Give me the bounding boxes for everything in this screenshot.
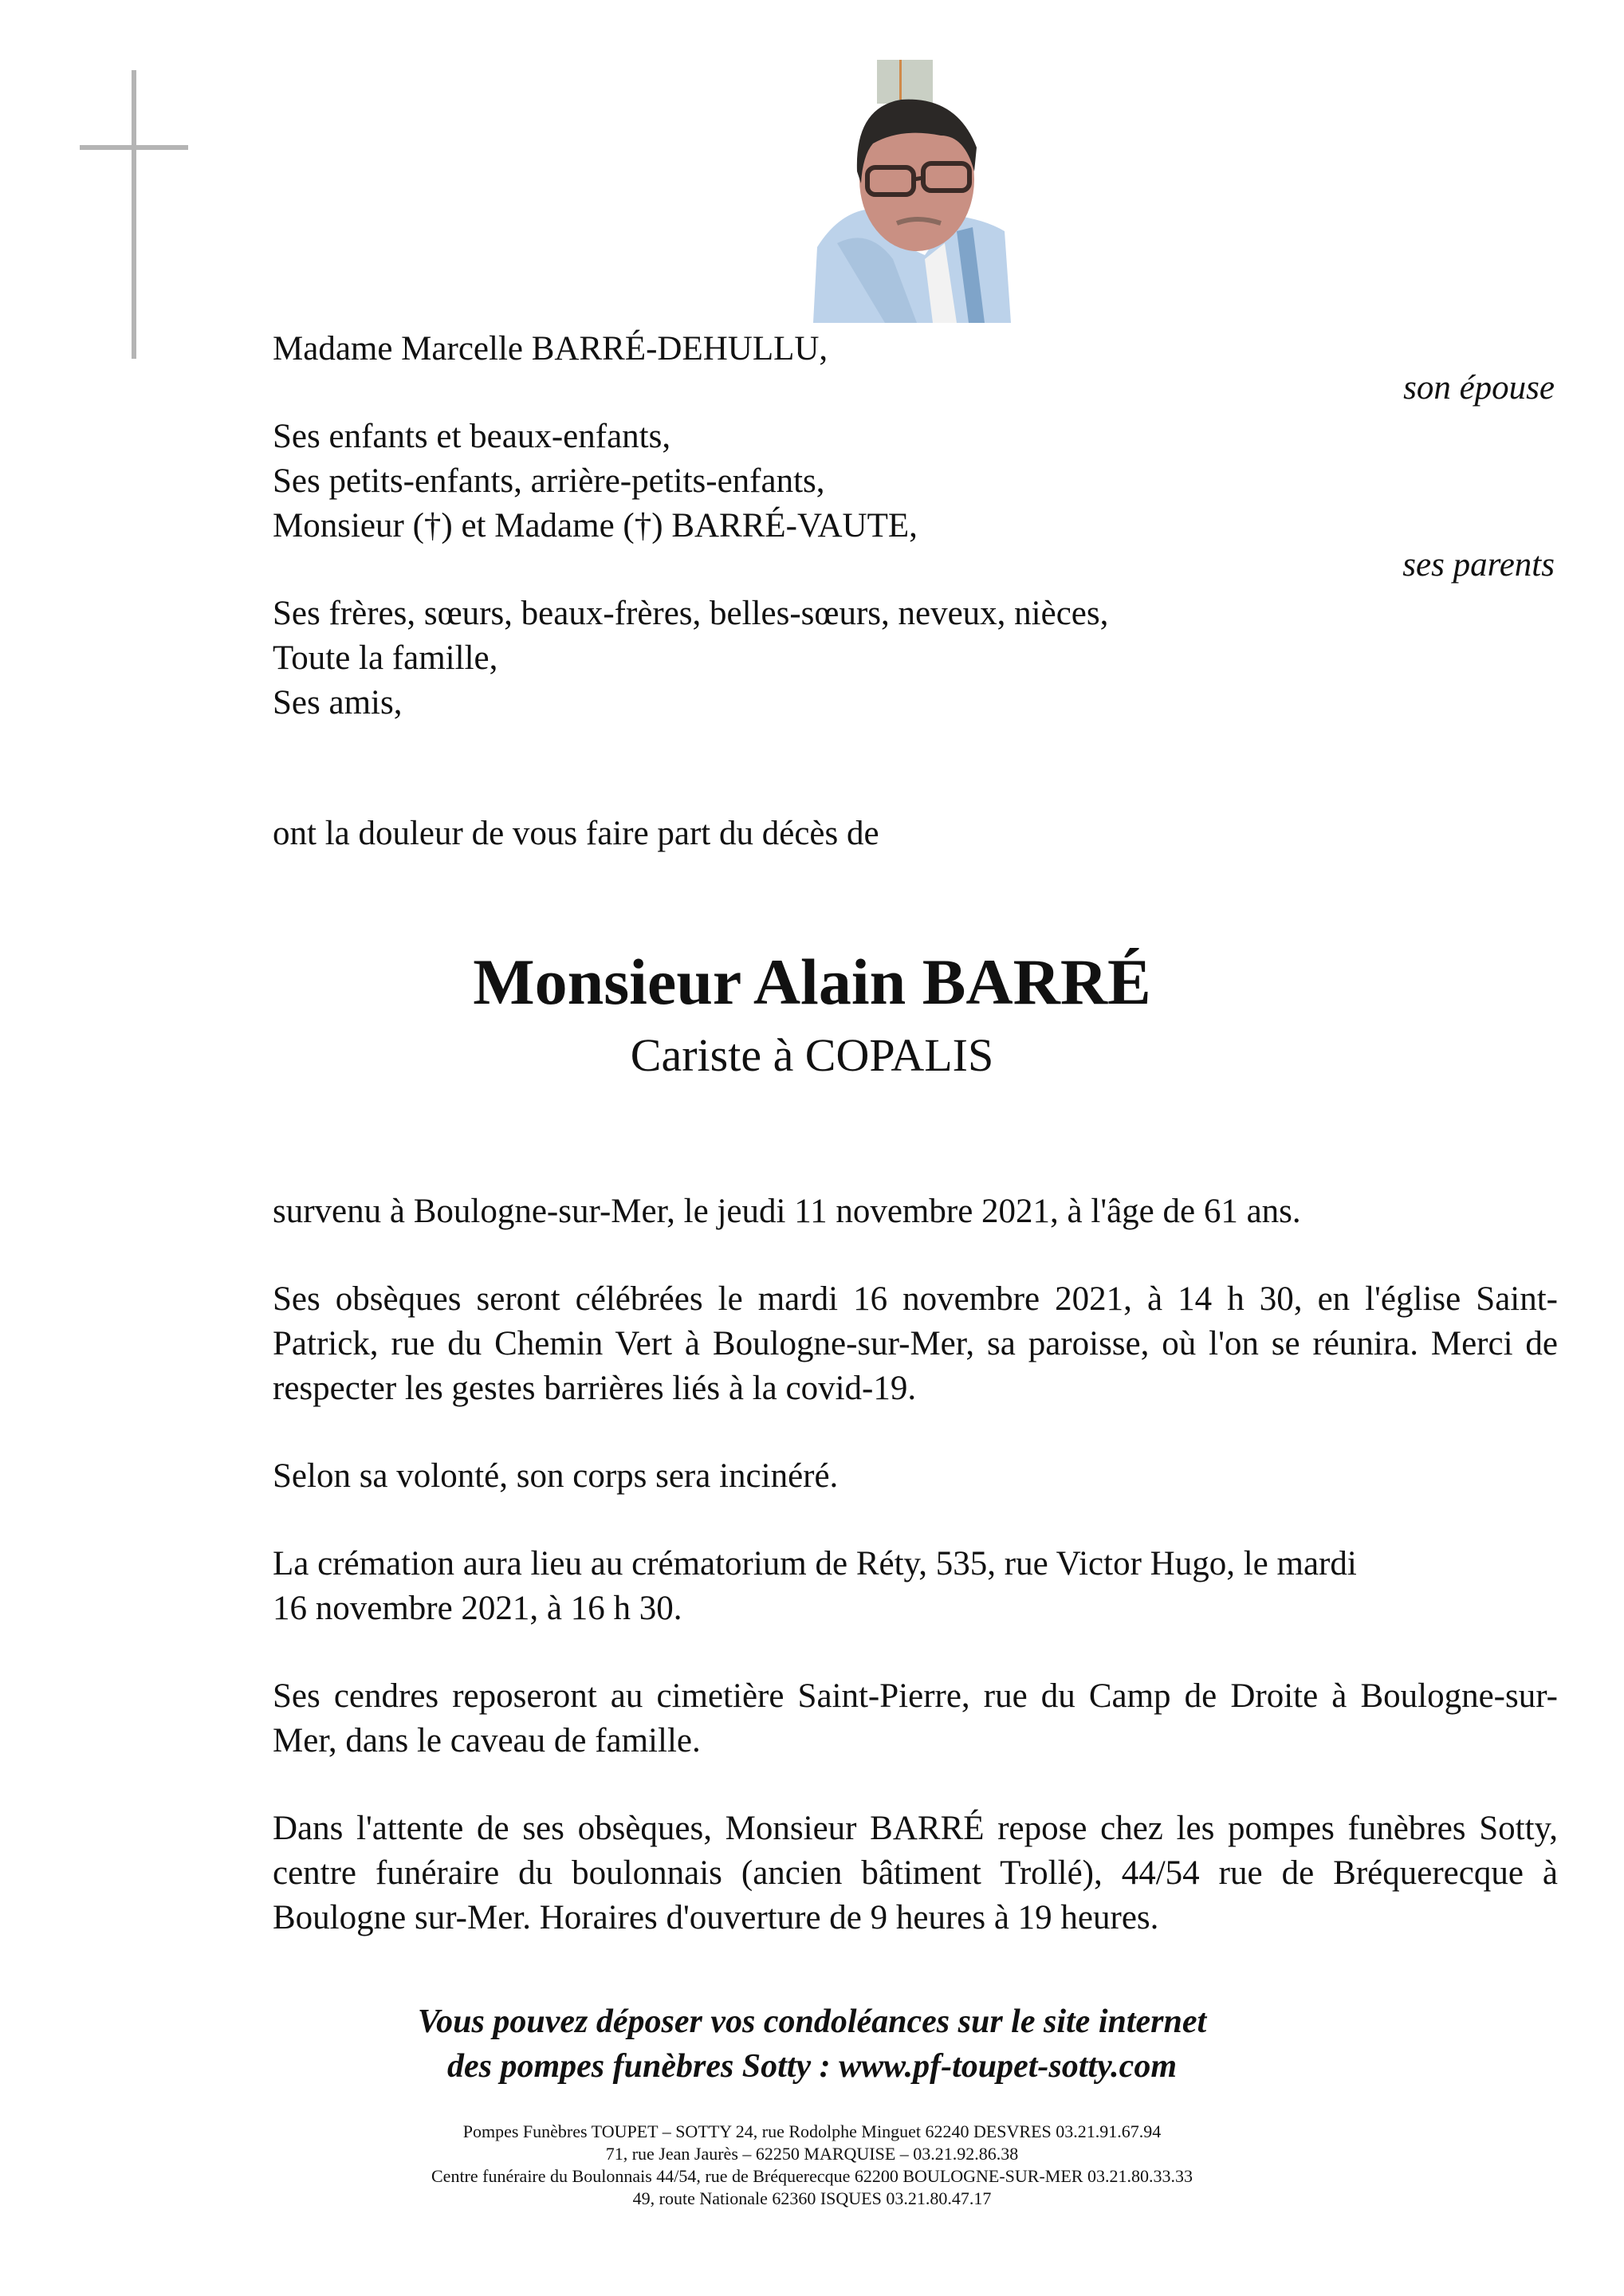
funeral-home-footer — [0, 2121, 1624, 2210]
condolences-line1: Vous pouvez déposer vos condoléances sur le site internet — [417, 2003, 1207, 2040]
paragraph-funeral: Ses obsèques seront célébrées le mardi 16 novembre 2021, à 14 h 30, en l'église Saint-Patrick, rue du Chemin Vert à Boulogne-sur-Mer, sa paroisse, où l'on se réunira. Merci de respecter les gestes barrières liés à la covid-19. — [273, 1280, 1558, 1407]
family-line-grandchildren: Ses petits-enfants, arrière-petits-enfants, — [273, 462, 825, 500]
paragraph-cremation-wish: Selon sa volonté, son corps sera incinéré. — [273, 1457, 839, 1495]
cross-icon-vertical — [132, 70, 136, 359]
portrait-image — [805, 60, 1016, 323]
family-line-spouse: Madame Marcelle BARRÉ-DEHULLU, — [273, 330, 828, 368]
paragraph-cremation-line1: La crémation aura lieu au crématorium de Réty, 535, rue Victor Hugo, le mardi — [273, 1545, 1357, 1582]
family-line-children: Ses enfants et beaux-enfants, — [273, 418, 671, 455]
relation-parents: ses parents — [1402, 546, 1555, 584]
announcement-text: ont la douleur de vous faire part du décès de — [273, 815, 879, 852]
deceased-occupation: Cariste à COPALIS — [630, 1029, 994, 1081]
paragraph-ashes: Ses cendres reposeront au cimetière Saint-Pierre, rue du Camp de Droite à Boulogne-sur-Mer, dans le caveau de famille. — [273, 1677, 1558, 1759]
family-line-parents: Monsieur (†) et Madame (†) BARRÉ-VAUTE, — [273, 507, 918, 545]
deceased-name: Monsieur Alain BARRÉ — [473, 946, 1151, 1018]
condolences-line2 — [0, 2044, 1624, 2089]
paragraph-rest: Dans l'attente de ses obsèques, Monsieur BARRÉ repose chez les pompes funèbres Sotty, centre funéraire du boulonnais (ancien bâtiment Trollé), 44/54 rue de Bréquerecque à Boulogne sur-Mer. Horaires d'ouverture de 9 heures à 19 heures. — [273, 1810, 1558, 1936]
condolences-url-link[interactable]: www.pf-toupet-sotty.com — [839, 2048, 1177, 2085]
footer-line-isques: 49, route Nationale 62360 ISQUES 03.21.80.47.17 — [632, 2188, 992, 2208]
deceased-photo — [805, 60, 1016, 323]
relation-spouse: son épouse — [1403, 369, 1555, 407]
paragraph-death: survenu à Boulogne-sur-Mer, le jeudi 11 novembre 2021, à l'âge de 61 ans. — [273, 1193, 1301, 1230]
family-line-friends: Ses amis, — [273, 684, 403, 721]
condolences-note — [0, 1999, 1624, 2089]
cross-icon-horizontal — [80, 145, 188, 150]
footer-line-marquise: 71, rue Jean Jaurès – 62250 MARQUISE – 03.21.92.86.38 — [605, 2144, 1019, 2164]
footer-line-desvres: Pompes Funèbres TOUPET – SOTTY 24, rue Rodolphe Minguet 62240 DESVRES 03.21.91.67.94 — [462, 2121, 1162, 2141]
family-line-siblings: Ses frères, sœurs, beaux-frères, belles-sœurs, neveux, nièces, — [273, 595, 1109, 632]
paragraph-cremation-line2: 16 novembre 2021, à 16 h 30. — [273, 1590, 682, 1627]
footer-line-boulogne: Centre funéraire du Boulonnais 44/54, rue de Bréquerecque 62200 BOULOGNE-SUR-MER 03.21.80.33.33 — [431, 2166, 1193, 2186]
family-line-family: Toute la famille, — [273, 639, 498, 677]
condolences-prefix: des pompes funèbres Sotty : — [446, 2048, 840, 2085]
